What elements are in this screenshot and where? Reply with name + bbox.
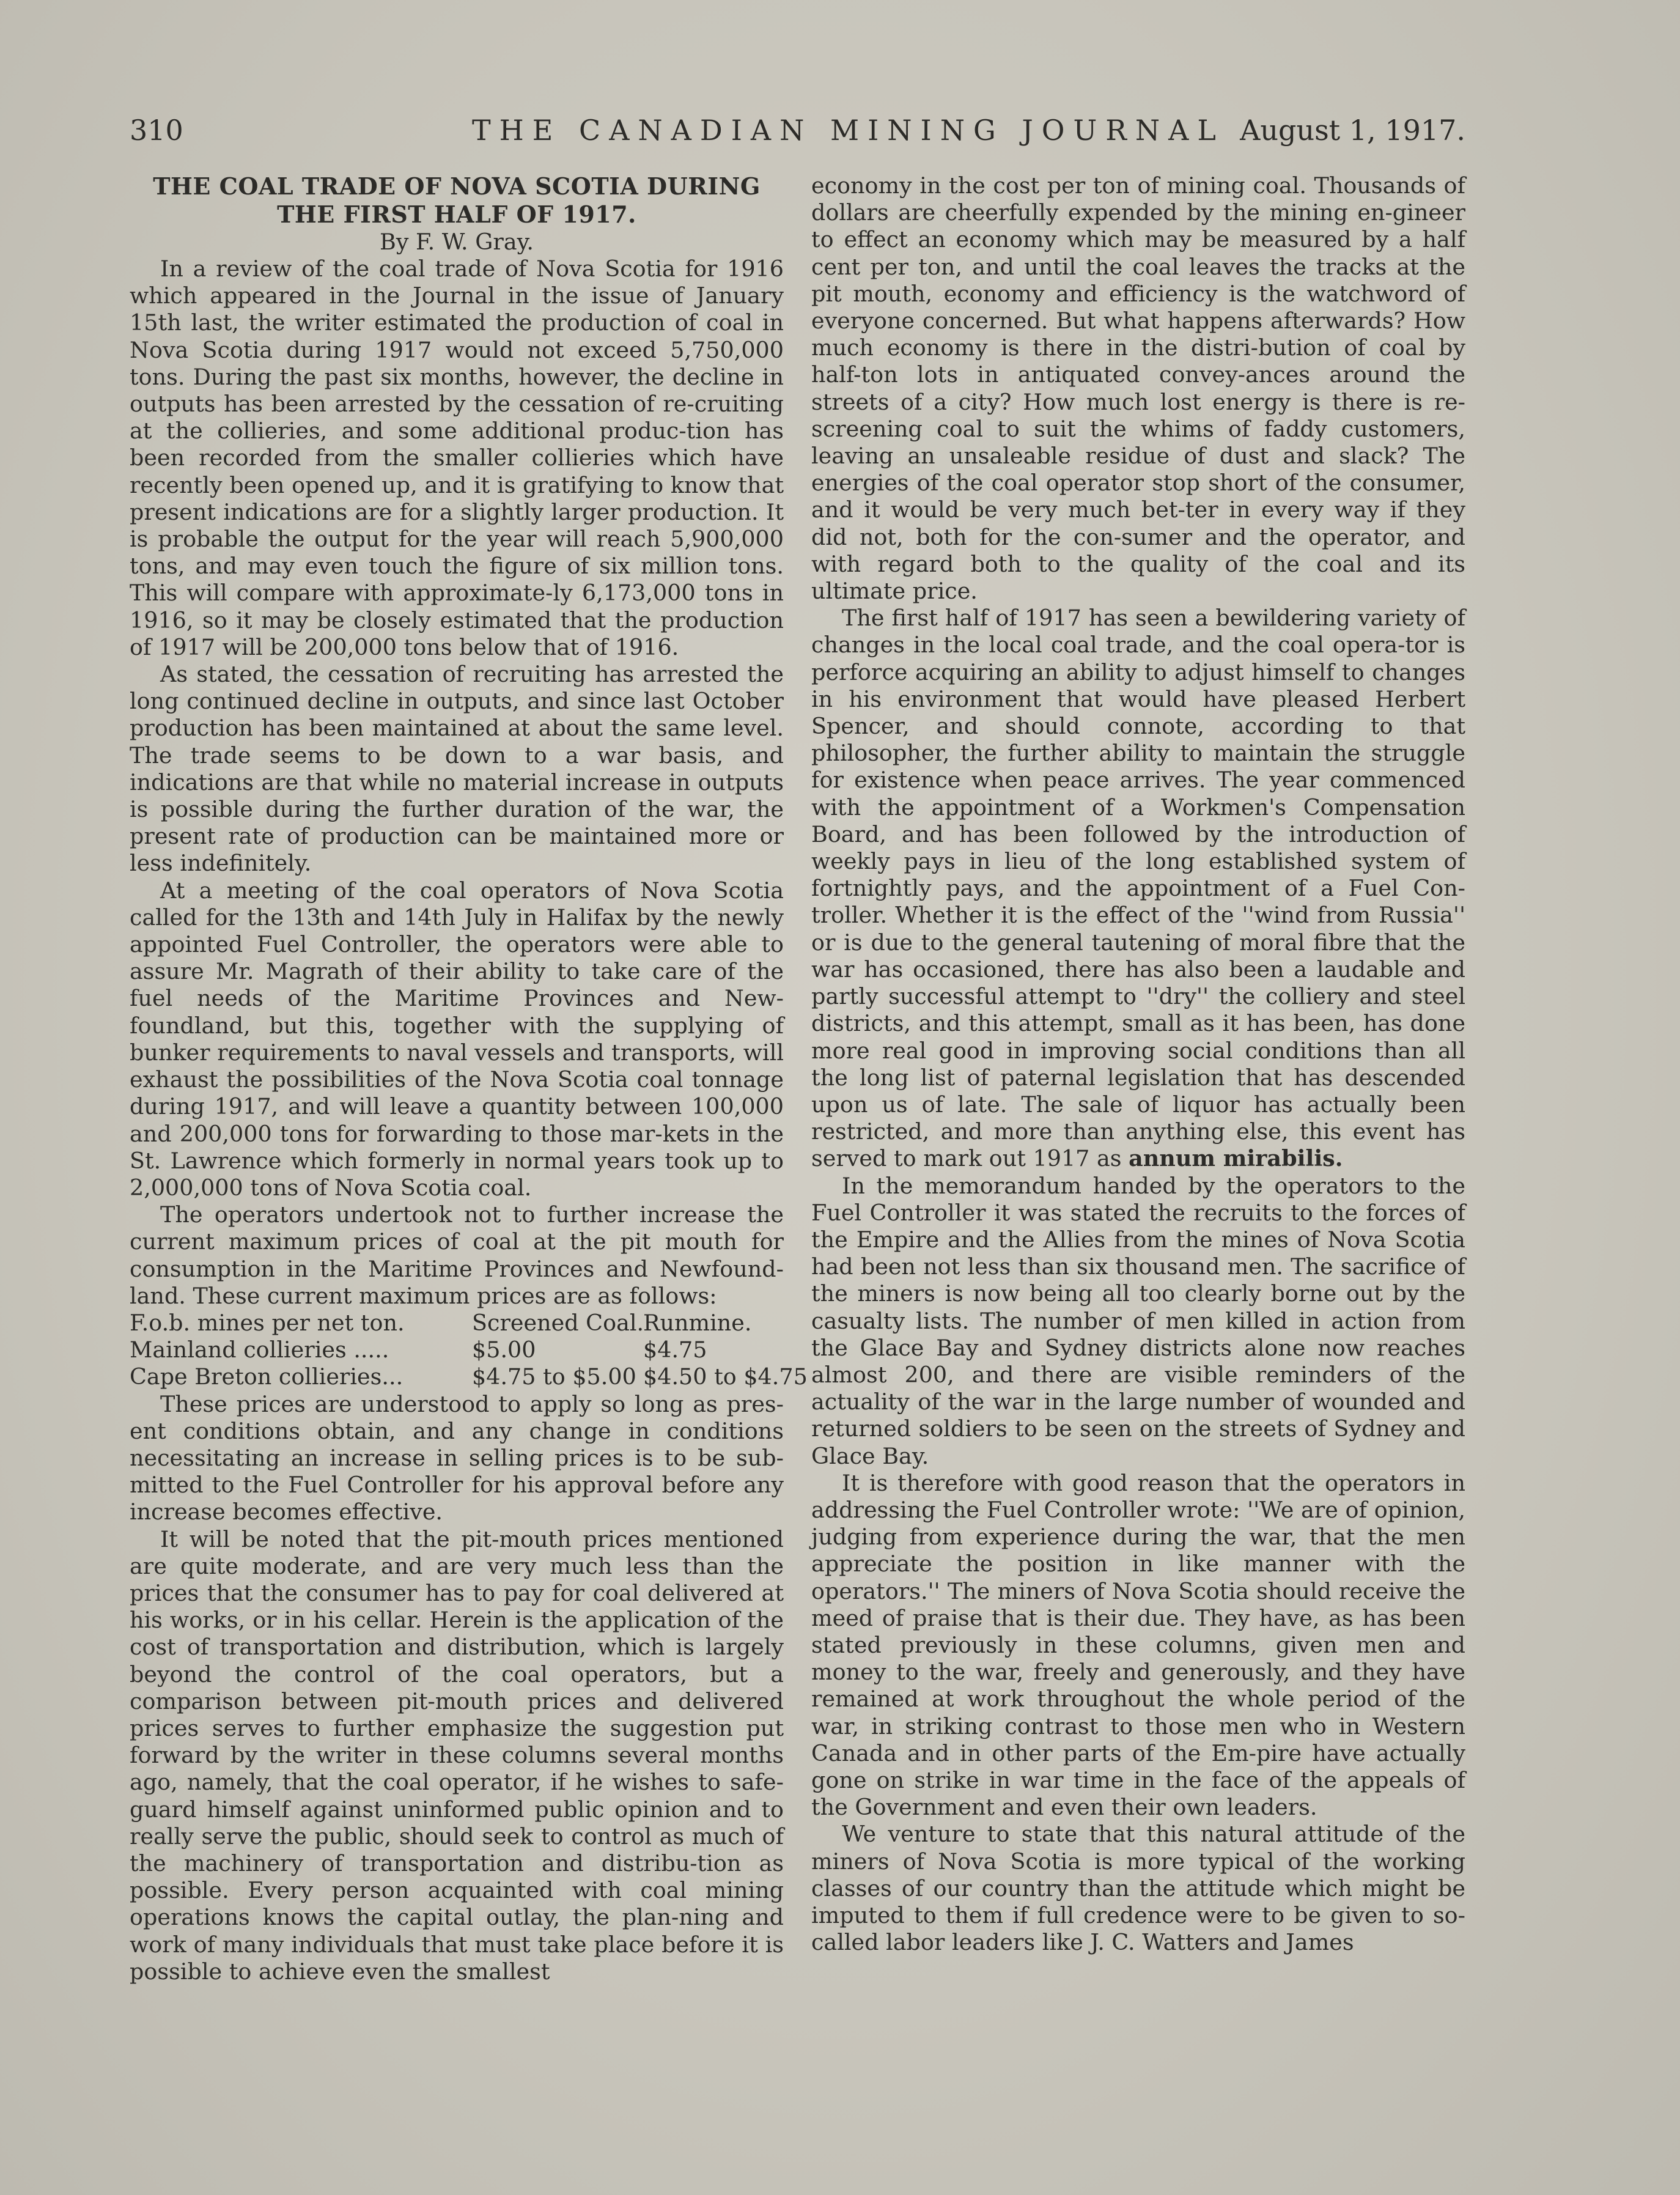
left-column <box>130 172 808 1985</box>
page-number: 310 <box>130 114 183 147</box>
issue-date: August 1, 1917. <box>1240 114 1465 147</box>
price-table-row <box>130 1337 784 1363</box>
price-header-cell: F.o.b. mines per net ton. <box>130 1309 405 1336</box>
paragraph: It will be noted that the pit-mouth prices mentioned are quite moderate, and are very much less than the prices that the consumer has to pay for coal delivered at his works, or in his cellar. Herein is the application of the cost of transportation and distribution, which is largely beyond the control of the coal operators, but a comparison between pit-mouth prices and delivered prices serves to further emphasize the suggestion put forward by the writer in these columns several months ago, namely, that the coal operator, if he wishes to safe-guard himself against uninformed public opinion and to really serve the public, should seek to control as much of the machinery of transportation and distribu-tion as possible. Every person acquainted with coal mining operations knows the capital outlay, the plan-ning and work of many individuals that must take place before it is possible to achieve even the smallest <box>130 1525 784 1985</box>
journal-title: THE CANADIAN MINING JOURNAL <box>472 114 1225 147</box>
article-headline <box>130 172 784 229</box>
price-cell: $4.50 to $4.75 <box>643 1363 808 1390</box>
paragraph: We venture to state that this natural attitude of the miners of Nova Scotia is more typical of the working classes of our country than the attitude which might be imputed to them if full credence were to be given to so-called labor leaders like J. C. Watters and James <box>811 1821 1465 1956</box>
paragraph: These prices are understood to apply so long as pres-ent conditions obtain, and any change in conditions necessitating an increase in selling prices is to be sub-mitted to the Fuel Controller for his approval before any increase becomes effective. <box>130 1390 784 1525</box>
running-head <box>130 114 1465 157</box>
price-table <box>130 1309 808 1391</box>
paragraph: It is therefore with good reason that the operators in addressing the Fuel Controller wrote: ''We are of opinion, judging from experience during the war, that the men appreciate the position in like manner with the operators.'' The miners of Nova Scotia should receive the meed of praise that is their due. They have, as has been stated previously in these columns, given men and money to the war, freely and generously, and they have remained at work throughout the whole period of the war, in striking contrast to those men who in Western Canada and in other parts of the Em-pire have actually gone on strike in war time in the face of the appeals of the Government and even their own leaders. <box>811 1469 1465 1821</box>
price-table-row <box>130 1363 808 1390</box>
paragraph: As stated, the cessation of recruiting has arrested the long continued decline in outputs, and since last October production has been maintained at about the same level. The trade seems to be down to a war basis, and indications are that while no material increase in outputs is possible during the further duration of the war, the present rate of production can be maintained more or less indefinitely. <box>130 661 784 877</box>
price-header-cell: Screened Coal. <box>472 1309 644 1336</box>
paragraph-continuation: economy in the cost per ton of mining coal. Thousands of dollars are cheerfully expended by the mining en-gineer to effect an economy which may be measured by a half cent per ton, and until the coal leaves the tracks at the pit mouth, economy and efficiency is the watchword of everyone concerned. But what happens afterwards? How much economy is there in the distri-bution of coal by half-ton lots in antiquated convey-ances around the streets of a city? How much lost energy is there is re-screening coal to suit the whims of faddy customers, leaving an unsaleable residue of dust and slack? The energies of the coal operator stop short of the consumer, and it would be very much bet-ter in every way if they did not, both for the con-sumer and the operator, and with regard both to the quality of the coal and its ultimate price. <box>811 172 1465 605</box>
price-cell: Mainland collieries ..... <box>130 1337 389 1363</box>
price-table-header <box>130 1310 784 1337</box>
price-cell: $5.00 <box>472 1337 536 1363</box>
right-column <box>811 172 1465 1956</box>
paragraph: The operators undertook not to further increase the current maximum prices of coal at the pit mouth for consumption in the Maritime Provinces and Newfound-land. These current maximum prices are as follows: <box>130 1201 784 1309</box>
headline-line-1: THE COAL TRADE OF NOVA SCOTIA DURING <box>153 172 761 200</box>
emphasis-text: annum mirabilis. <box>1129 1145 1343 1172</box>
headline-line-2: THE FIRST HALF OF 1917. <box>277 201 636 228</box>
paragraph <box>811 605 1465 1172</box>
paragraph-text: The first half of 1917 has seen a bewildering variety of changes in the local coal trade, and the coal opera-tor is perforce acquiring an ability to adjust himself to changes in his environment that would have pleased Herbert Spencer, and should connote, according to that philosopher, the further ability to maintain the struggle for existence when peace arrives. The year commenced with the appointment of a Workmen's Compensation Board, and has been followed by the introduction of weekly pays in lieu of the long established system of fortnightly pays, and the appointment of a Fuel Con-troller. Whether it is the effect of the ''wind from Russia'' or is due to the general tautening of moral fibre that the war has occasioned, there has also been a laudable and partly successful attempt to ''dry'' the colliery and steel districts, and this attempt, small as it has been, has done more real good in improving social conditions than all the long list of paternal legislation that has descended upon us of late. The sale of liquor has actually been restricted, and more than anything else, this event has served to mark out 1917 as <box>811 605 1465 1172</box>
paragraph: At a meeting of the coal operators of Nova Scotia called for the 13th and 14th July in Halifax by the newly appointed Fuel Controller, the operators were able to assure Mr. Magrath of their ability to take care of the fuel needs of the Maritime Provinces and New-foundland, but this, together with the supplying of bunker requirements to naval vessels and transports, will exhaust the possibilities of the Nova Scotia coal tonnage during 1917, and will leave a quantity between 100,000 and 200,000 tons for forwarding to those mar-kets in the St. Lawrence which formerly in normal years took up to 2,000,000 tons of Nova Scotia coal. <box>130 877 784 1201</box>
byline: By F. W. Gray. <box>380 229 534 255</box>
price-cell: $4.75 to $5.00 <box>472 1363 636 1390</box>
price-header-cell: Runmine. <box>643 1309 752 1336</box>
paragraph: In the memorandum handed by the operators to the Fuel Controller it was stated the recruits to the forces of the Empire and the Allies from the mines of Nova Scotia had been not less than six thousand men. The sacrifice of the miners is now being all too clearly borne out by the casualty lists. The number of men killed in action from the Glace Bay and Sydney districts alone now reaches almost 200, and there are visible reminders of the actuality of the war in the large number of wounded and returned soldiers to be seen on the streets of Sydney and Glace Bay. <box>811 1172 1465 1469</box>
paragraph: In a review of the coal trade of Nova Scotia for 1916 which appeared in the Journal in the issue of January 15th last, the writer estimated the production of coal in Nova Scotia during 1917 would not exceed 5,750,000 tons. During the past six months, however, the decline in outputs has been arrested by the cessation of re-cruiting at the collieries, and some additional produc-tion has been recorded from the smaller collieries which have recently been opened up, and it is gratifying to know that present indications are for a slightly larger production. It is probable the output for the year will reach 5,900,000 tons, and may even touch the figure of six million tons. This will compare with approximate-ly 6,173,000 tons in 1916, so it may be closely estimated that the production of 1917 will be 200,000 tons below that of 1916. <box>130 256 784 660</box>
price-cell: Cape Breton collieries... <box>130 1363 403 1390</box>
price-cell: $4.75 <box>643 1337 707 1363</box>
